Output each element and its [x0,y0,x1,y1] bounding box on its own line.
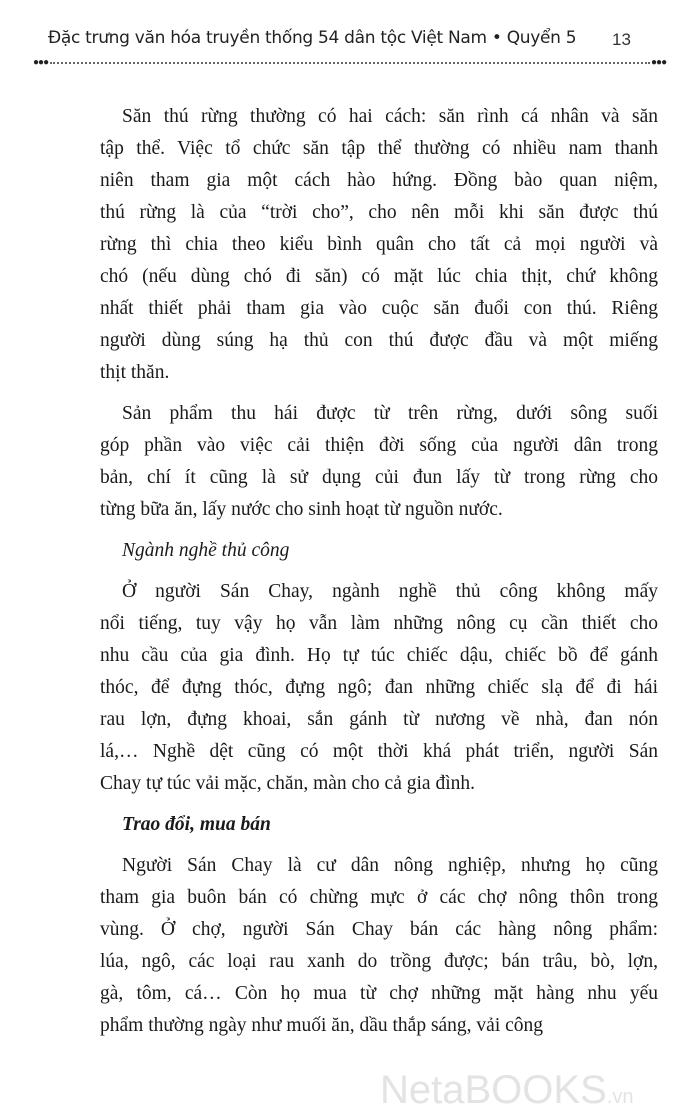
header-divider [50,62,650,64]
section-heading: Trao đổi, mua bán [122,814,271,835]
text-line: nhu cầu của gia đình. Họ tự túc chiếc dậu, chiếc bồ để gánh [100,645,658,666]
paragraph [100,850,658,1042]
text-line: nổi tiếng, tuy vậy họ vẫn làm những nông cụ cần thiết cho [100,613,658,634]
text-line: niên tham gia một cách hào hứng. Đồng bào quan niệm, [100,170,658,191]
text-line: thú rừng là của “trời cho”, cho nên mỗi khi săn được thú [100,202,658,223]
text-line: tham gia buôn bán có chừng mực ở các chợ nông thôn trong [100,887,658,908]
paragraph [100,576,658,800]
text-line: rau lợn, đựng khoai, sắn gánh từ nương về nhà, đan nón [100,709,658,730]
text-line: từng bữa ăn, lấy nước cho sinh hoạt từ nguồn nước. [100,499,503,520]
text-line: Sản phẩm thu hái được từ trên rừng, dưới sông suối [122,403,658,424]
text-line: Người Sán Chay là cư dân nông nghiệp, nhưng họ cũng [122,855,658,876]
section-heading: Ngành nghề thủ công [122,540,290,561]
header-ornament-left: ●●● [33,57,49,68]
text-line: thịt thăn. [100,362,170,383]
text-line: gà, tôm, cá… Còn họ mua từ chợ những mặt hàng nhu yếu [100,983,658,1004]
text-line: thóc, để đựng thóc, đựng ngô; đan những chiếc slạ để đi hái [100,677,658,698]
text-line: phẩm thường ngày như muối ăn, dầu thắp sáng, vải công [100,1015,544,1036]
text-line: Chay tự túc vải mặc, chăn, màn cho cả gia đình. [100,773,475,794]
text-line: tập thể. Việc tổ chức săn tập thể thường có nhiều nam thanh [100,138,658,159]
text-line: góp phần vào việc cải thiện đời sống của người dân trong [100,435,658,456]
running-header: Đặc trưng văn hóa truyền thống 54 dân tộc Việt Nam • Quyển 5 [48,28,577,48]
text-line: người dùng súng hạ thủ con thú được đầu và một miếng [100,330,658,351]
header-ornament-right: ●●● [651,57,667,68]
page-number: 13 [612,30,631,49]
text-line: lúa, ngô, các loại rau xanh do trồng được; bán trâu, bò, lợn, [100,951,658,972]
watermark-logo: NetaBOOKS.vn [380,1068,634,1112]
paragraph [100,398,658,526]
text-line: chó (nếu dùng chó đi săn) có mặt lúc chia thịt, chứ không [100,266,658,287]
text-line: Ở người Sán Chay, ngành nghề thủ công không mấy [122,581,658,602]
text-line: bản, chí ít cũng là sử dụng củi đun lấy từ trong rừng cho [100,467,658,488]
text-line: nhất thiết phải tham gia vào cuộc săn đuổi con thú. Riêng [100,298,658,319]
page-body [100,101,658,1042]
text-line: Săn thú rừng thường có hai cách: săn rình cá nhân và săn [122,106,658,127]
text-line: vùng. Ở chợ, người Sán Chay bán các hàng nông phẩm: [100,919,658,940]
paragraph [100,101,658,389]
text-line: lá,… Nghề dệt cũng có một thời khá phát triển, người Sán [100,741,658,762]
text-line: rừng thì chia theo kiểu bình quân cho tất cả mọi người và [100,234,658,255]
